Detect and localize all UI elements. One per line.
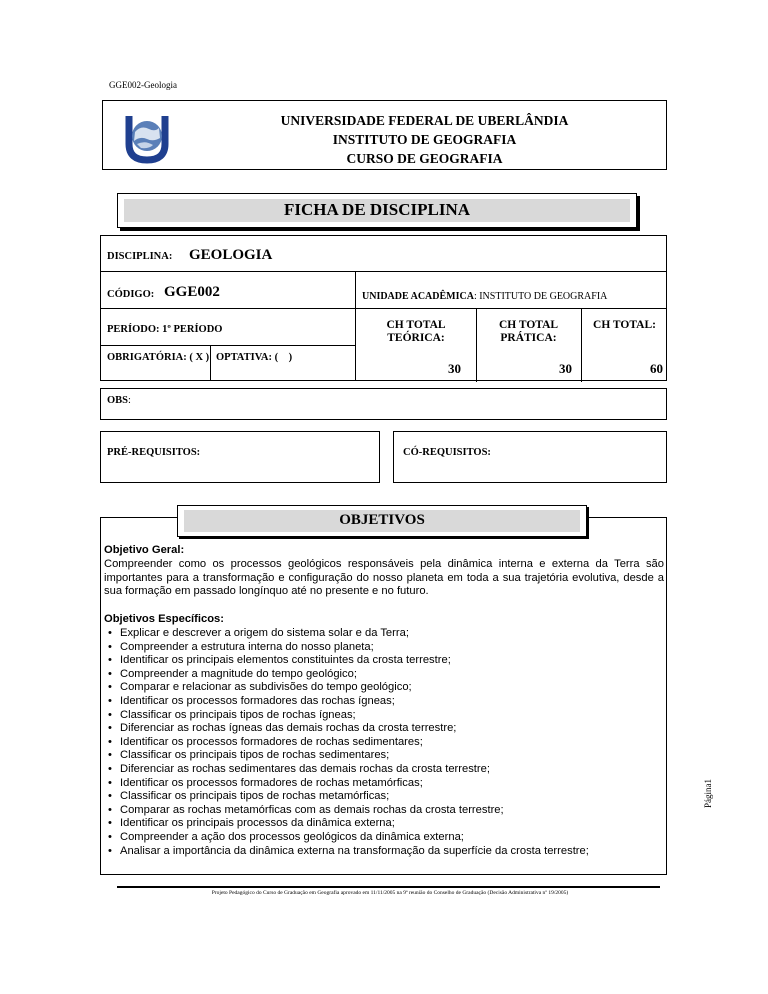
periodo-cell (100, 308, 356, 346)
list-item: • Diferenciar as rochas ígneas das demais rochas da crosta terrestre; (104, 722, 589, 736)
obrigatoria-text: OBRIGATÓRIA: ( X ) (107, 352, 210, 363)
ch-pratica-label: CH TOTAL PRÁTICA: (498, 319, 559, 344)
institute-name: INSTITUTO DE GEOGRAFIA (332, 132, 517, 147)
list-item: • Classificar os principais tipos de rochas metamórficas; (104, 790, 589, 804)
university-name: UNIVERSIDADE FEDERAL DE UBERLÂNDIA (280, 113, 569, 128)
list-item: • Analisar a importância da dinâmica externa na transformação da superfície da crosta terrestre; (104, 845, 589, 859)
unidade-cell (355, 271, 667, 309)
pre-requisitos-label: PRÉ-REQUISITOS: (107, 447, 201, 458)
ficha-title-frame (117, 193, 637, 228)
list-item: • Comparar e relacionar as subdivisões do tempo geológico; (104, 681, 589, 695)
disciplina-label: DISCIPLINA: (107, 251, 173, 262)
list-item: • Identificar os principais elementos constituintes da crosta terrestre; (104, 654, 589, 668)
list-item: • Identificar os processos formadores de rochas metamórficas; (104, 777, 589, 791)
course-name: CURSO DE GEOGRAFIA (346, 151, 503, 166)
optativa-text: OPTATIVA: ( ) (216, 352, 293, 363)
periodo-text: PERÍODO: 1º PERÍODO (107, 324, 223, 335)
list-item: • Identificar os processos formadores das rochas ígneas; (104, 695, 589, 709)
institution-header (102, 100, 667, 170)
obs-box: OBS: (100, 388, 667, 420)
codigo-label: CÓDIGO: (107, 289, 155, 300)
ch-block (355, 308, 667, 381)
objetivo-geral-label: Objetivo Geral: (104, 544, 185, 556)
codigo-cell (100, 271, 356, 309)
ufu-logo-icon (119, 110, 175, 164)
document-code: GGE002-Geologia (109, 80, 177, 90)
obs-label: OBS (107, 395, 129, 406)
pre-requisitos-box (100, 431, 380, 483)
list-item: • Compreender a ação dos processos geológicos da dinâmica externa; (104, 831, 589, 845)
unidade-label: UNIDADE ACADÊMICA (362, 291, 474, 302)
unidade-value: : INSTITUTO DE GEOGRAFIA (473, 291, 608, 302)
co-requisitos-label: CÓ-REQUISITOS: (403, 447, 491, 458)
ch-teorica-value: 30 (448, 361, 461, 376)
co-requisitos-box (393, 431, 667, 483)
list-item: • Explicar e descrever a origem do sistema solar e da Terra; (104, 627, 589, 641)
list-item: • Compreender a magnitude do tempo geológico; (104, 668, 589, 682)
objetivos-especificos-label: Objetivos Específicos: (104, 613, 224, 625)
list-item: • Compreender a estrutura interna do nosso planeta; (104, 641, 589, 655)
ch-total-value: 60 (650, 361, 663, 376)
list-item: • Classificar os principais tipos de rochas ígneas; (104, 709, 589, 723)
ch-total-label: CH TOTAL: (593, 319, 656, 331)
ch-pratica-value: 30 (559, 361, 572, 376)
ficha-title: FICHA DE DISCIPLINA (124, 199, 630, 222)
disciplina-row (100, 235, 667, 272)
obrigatoria-cell (100, 345, 211, 381)
list-item: • Identificar os principais processos da dinâmica externa; (104, 817, 589, 831)
objetivos-title: OBJETIVOS (184, 510, 580, 532)
optativa-cell (210, 345, 356, 381)
footer-rule (117, 886, 660, 888)
objetivos-title-frame (177, 505, 587, 537)
list-item: • Classificar os principais tipos de rochas sedimentares; (104, 749, 589, 763)
page-number-label: Página1 (703, 779, 713, 808)
objetivos-especificos-list (104, 627, 589, 858)
disciplina-value: GEOLOGIA (189, 247, 273, 263)
list-item: • Identificar os processos formadores de rochas sedimentares; (104, 736, 589, 750)
codigo-value: GGE002 (164, 284, 220, 300)
ch-teorica-label: CH TOTAL TEÓRICA: (386, 319, 446, 344)
list-item: • Diferenciar as rochas sedimentares das demais rochas da crosta terrestre; (104, 763, 589, 777)
footer-text: Projeto Pedagógico do Curso de Graduação em Geografia aprovado em 11/11/2005 na 9ª reunião do Conselho de Graduação (Decisão Administrativa nº 19/2005) (211, 890, 569, 896)
objetivo-geral-text: Compreender como os processos geológicos responsáveis pela dinâmica interna e externa da Terra são importantes para a transformação e configuração do nosso planeta em toda a sua trajetória evolutiva, desde a sua formação em passado longínquo até no presente e no futuro. (104, 558, 664, 598)
list-item: • Comparar as rochas metamórficas com as demais rochas da crosta terrestre; (104, 804, 589, 818)
